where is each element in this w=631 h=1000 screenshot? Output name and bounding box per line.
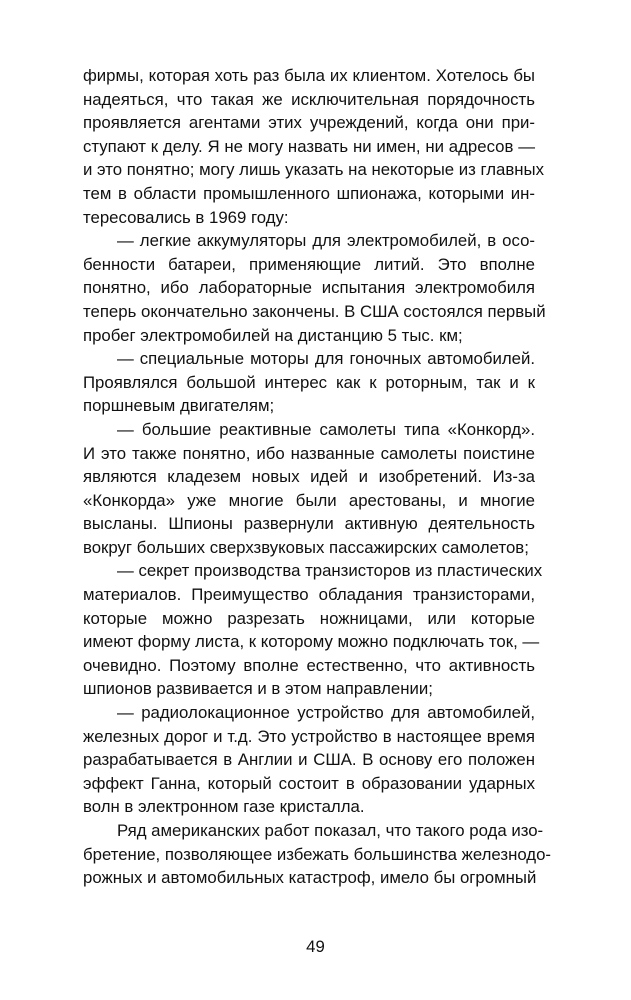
text-line: — секрет производства транзисторов из пластических (117, 561, 543, 581)
text-line: эффект Ганна, который состоит в образовании ударных (83, 773, 535, 793)
text-line: надеяться, что такая же исключительная порядочность (83, 89, 535, 109)
text-line: железных дорог и т.д. Это устройство в настоящее время (83, 726, 535, 746)
text-line: «Конкорда» уже многие были арестованы, и многие (83, 490, 535, 510)
text-line: — легкие аккумуляторы для электромобилей, в осо- (117, 231, 535, 251)
text-line: материалов. Преимущество обладания транзисторами, (83, 585, 535, 605)
text-line: тересовались в 1969 году: (83, 207, 289, 227)
text-line: вокруг больших сверхзвуковых пассажирских самолетов; (83, 537, 529, 557)
text-line: волн в электронном газе кристалла. (83, 797, 365, 817)
text-line: Проявлялся большой интерес как к роторным, так и к (83, 372, 535, 392)
text-line: — радиолокационное устройство для автомобилей, (117, 703, 535, 723)
text-line: пробег электромобилей на дистанцию 5 тыс. км; (83, 325, 463, 345)
text-line: ступают к делу. Я не могу назвать ни имен, ни адресов — (83, 136, 535, 156)
text-line: проявляется агентами этих учреждений, когда они при- (83, 113, 535, 133)
text-line: — большие реактивные самолеты типа «Конкорд». (117, 419, 535, 439)
page-body (83, 64, 552, 890)
text-line: рожных и автомобильных катастроф, имело бы огромный (83, 868, 537, 888)
text-line: являются кладезем новых идей и изобретений. Из-за (83, 467, 535, 487)
text-line: разрабатывается в Англии и США. В основу его положен (83, 750, 535, 770)
page-number: 49 (306, 937, 325, 956)
text-line: имеют форму листа, к которому можно подключать ток, — (83, 632, 540, 652)
text-line: высланы. Шпионы развернули активную деятельность (83, 514, 535, 534)
text-line: и это понятно; могу лишь указать на некоторые из главных (83, 160, 545, 180)
text-line: фирмы, которая хоть раз была их клиентом. Хотелось бы (83, 66, 535, 85)
text-line: теперь окончательно закончены. В США состоялся первый (83, 301, 546, 321)
text-line: — специальные моторы для гоночных автомобилей. (117, 349, 535, 369)
text-line: бенности батареи, применяющие литий. Это вполне (83, 254, 535, 274)
text-line: Ряд американских работ показал, что такого рода изо- (117, 821, 544, 840)
text-line: поршневым двигателям; (83, 396, 275, 416)
text-line: которые можно разрезать ножницами, или которые (83, 608, 535, 628)
text-line: тем в области промышленного шпионажа, которыми ин- (83, 183, 535, 203)
text-line: И это также понятно, ибо названные самолеты поистине (83, 443, 535, 463)
text-line: шпионов развивается и в этом направлении; (83, 679, 433, 699)
text-line: бретение, позволяющее избежать большинства железнодо- (83, 844, 552, 864)
text-line: очевидно. Поэтому вполне естественно, что активность (83, 655, 535, 675)
text-line: понятно, ибо лабораторные испытания электромобиля (83, 278, 535, 298)
